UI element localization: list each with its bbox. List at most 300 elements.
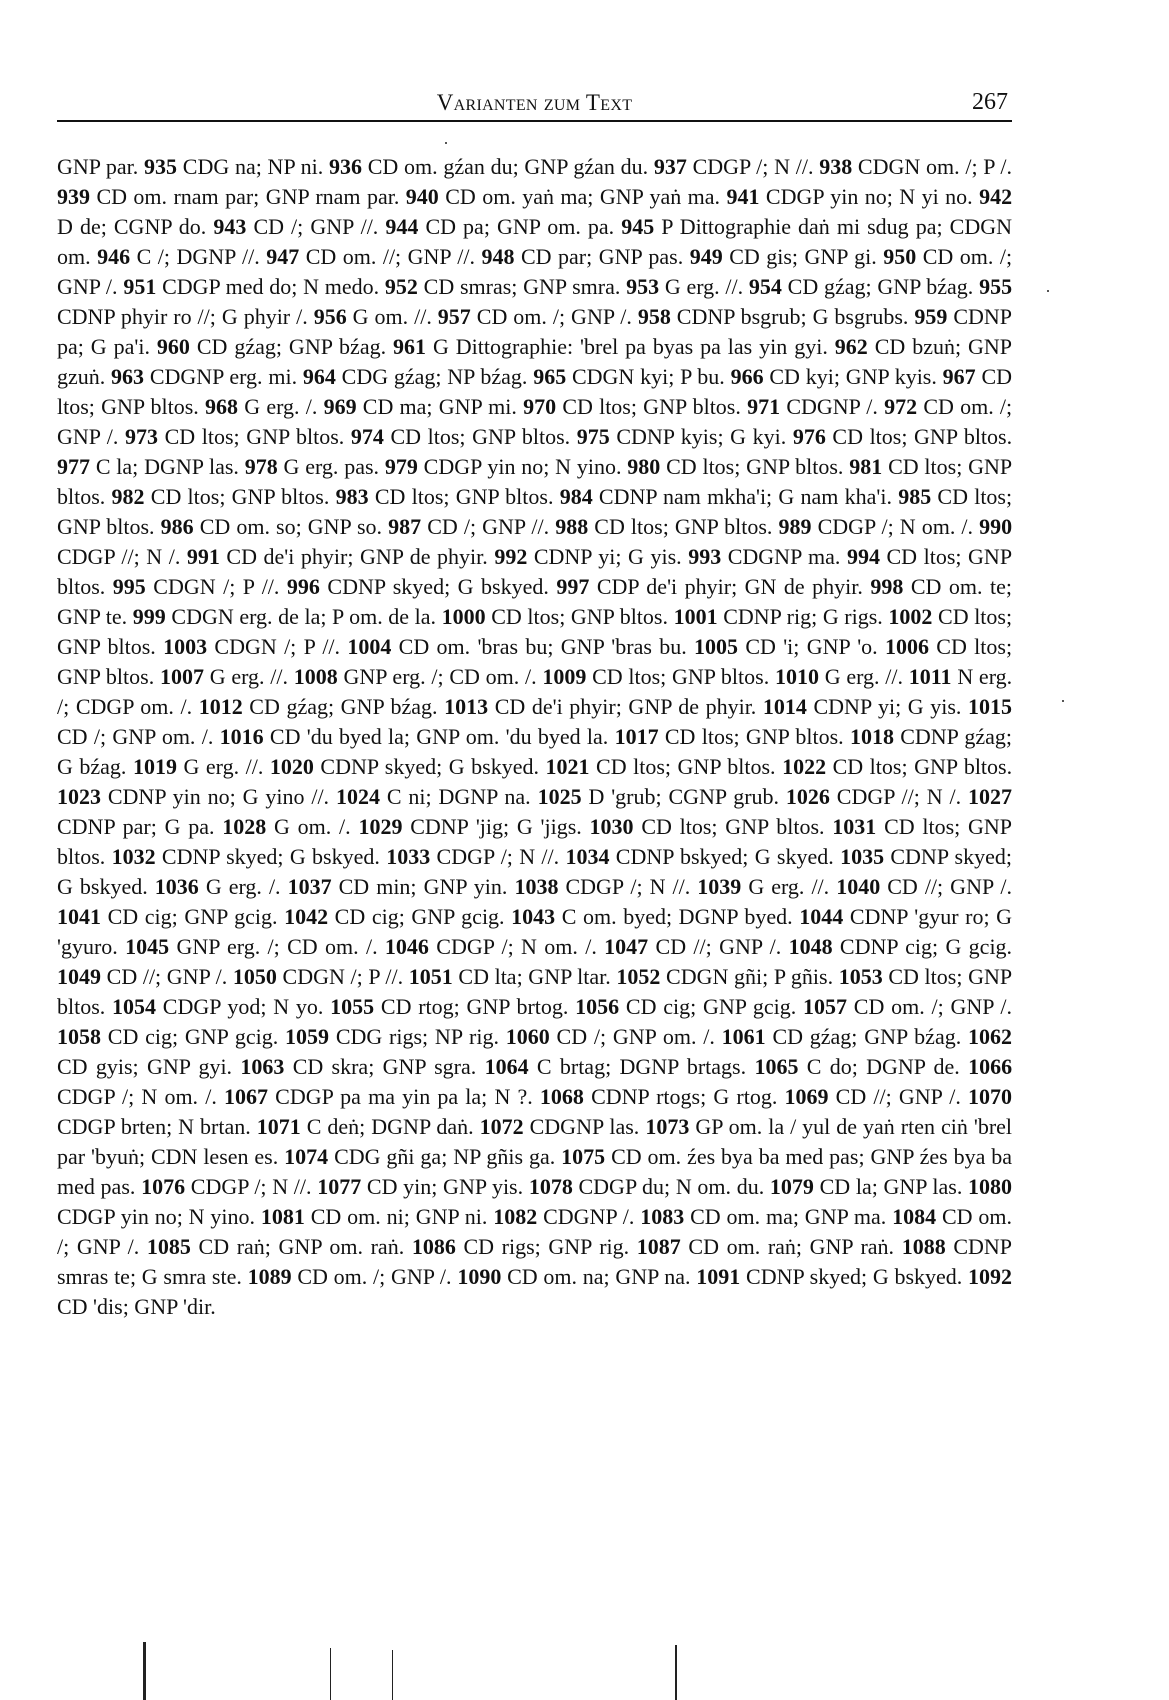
entry-reading: CD /; GNP om. /. [57, 724, 214, 749]
entry-number: 1043 [511, 904, 556, 929]
entry-number: 946 [97, 244, 131, 269]
entry-number: 996 [286, 574, 320, 599]
entry-number: 974 [350, 424, 384, 449]
entry-reading: CDGP yod; N yo. [162, 994, 324, 1019]
entry-number: 954 [748, 274, 782, 299]
entry-number: 956 [313, 304, 347, 329]
entry-reading: CD lta; GNP ltar. [458, 964, 611, 989]
entry-reading: CDGP /; N //. [565, 874, 691, 899]
entry-reading: C brtag; DGNP brtags. [536, 1054, 747, 1079]
entry-reading: CDGP yin no; N yino. [423, 454, 622, 479]
entry-number: 993 [688, 544, 722, 569]
entry-reading: CD ltos; GNP bltos. [57, 364, 1012, 419]
entry-number: 1034 [565, 844, 610, 869]
entry-reading: G erg. //. [183, 754, 264, 779]
entry-reading: G Dittographie: 'brel pa byas pa las yin gyi. [432, 334, 828, 359]
entry-number: 1067 [223, 1084, 268, 1109]
entry-reading: CDNP bsgrub; G bsgrubs. [676, 304, 909, 329]
running-title: Varianten zum Text [436, 90, 633, 115]
entry-reading: CD ltos; GNP bltos. [57, 604, 1013, 659]
entry-reading: CDG gźag; NP bźag. [341, 364, 528, 389]
entry-number: 967 [942, 364, 976, 389]
entry-number: 1003 [163, 634, 208, 659]
entry-reading: G erg. //. [209, 664, 288, 689]
entry-number: 1073 [645, 1114, 690, 1139]
entry-reading: CD //; GNP /. [835, 1084, 961, 1109]
entry-reading: CDGNP /. [786, 394, 878, 419]
entry-number: 1071 [256, 1114, 301, 1139]
entry-reading: CD smras; GNP smra. [423, 274, 621, 299]
entry-reading: CD om. yaṅ ma; GNP yaṅ ma. [445, 184, 721, 209]
entry-reading: CD ltos; GNP bltos. [57, 544, 1013, 599]
entry-reading: CDGN gñi; P gñis. [666, 964, 834, 989]
entry-number: 1040 [836, 874, 881, 899]
entry-number: 1055 [330, 994, 375, 1019]
entry-number: 1070 [968, 1084, 1012, 1109]
entry-reading: CDNP skyed; G bskyed. [327, 574, 549, 599]
entry-reading: CD om. /; GNP /. [853, 994, 1012, 1019]
entry-number: 966 [730, 364, 764, 389]
entry-reading: CD om. te; GNP te. [57, 574, 1013, 629]
entry-number: 1018 [849, 724, 894, 749]
entry-reading: CDNP bskyed; G skyed. [615, 844, 834, 869]
entry-reading: CD de'i phyir; GNP de phyir. [226, 544, 488, 569]
entry-number: 1001 [673, 604, 718, 629]
entry-reading: CDNP 'gyur ro; G 'gyuro. [57, 904, 1013, 959]
entry-reading: CD om. rnam par; GNP rnam par. [96, 184, 400, 209]
entry-reading: CD om. gźan du; GNP gźan du. [367, 154, 649, 179]
entry-reading: CDGN /; P //. [214, 634, 341, 659]
entry-number: 1057 [803, 994, 848, 1019]
entry-reading: CDNP nam mkha'i; G nam kha'i. [598, 484, 892, 509]
entry-number: 1000 [441, 604, 486, 629]
entry-reading: GP om. la / yul de yaṅ rten ciṅ 'brel par 'byuṅ; CDN lesen es. [57, 1114, 1013, 1169]
entry-reading: CDGN erg. de la; P om. de la. [171, 604, 437, 629]
entry-number: 984 [559, 484, 593, 509]
entry-number: 1078 [528, 1174, 573, 1199]
entry-reading: CD yin; GNP yis. [366, 1174, 524, 1199]
entry-number: 979 [384, 454, 418, 479]
entry-number: 1049 [57, 964, 101, 989]
entry-number: 1064 [484, 1054, 529, 1079]
entry-number: 1092 [968, 1264, 1013, 1289]
entry-reading: G erg. //. [664, 274, 744, 299]
entry-number: 1076 [141, 1174, 186, 1199]
entry-reading: G erg. //. [824, 664, 904, 689]
entry-reading: CD ltos; GNP bltos. [57, 484, 1013, 539]
entry-number: 987 [388, 514, 422, 539]
entry-reading: CD 'dis; GNP 'dir. [57, 1294, 216, 1319]
entry-reading: CDGP //; N /. [836, 784, 962, 809]
entry-reading: CDNP par; G pa. [57, 814, 215, 839]
entry-reading: CDGP //; N /. [57, 544, 181, 569]
entry-number: 940 [405, 184, 439, 209]
entry-reading: CD ltos; GNP bltos. [57, 634, 1013, 689]
entry-number: 1027 [968, 784, 1012, 809]
entry-number: 1028 [222, 814, 267, 839]
scan-edge-mark [392, 1650, 393, 1700]
entry-number: 937 [653, 154, 687, 179]
entry-reading: CD ltos; GNP bltos. [374, 484, 554, 509]
entry-reading: CDGNP las. [529, 1114, 640, 1139]
entry-number: 1037 [287, 874, 332, 899]
entry-reading: N erg. /; CDGP om. /. [57, 664, 1013, 719]
entry-reading: CD ltos; GNP bltos. [596, 754, 776, 779]
entry-number: 964 [302, 364, 336, 389]
entry-number: 1066 [968, 1054, 1013, 1079]
entry-number: 1005 [694, 634, 739, 659]
entry-number: 981 [849, 454, 883, 479]
entry-reading: CD gyis; GNP gyi. [57, 1054, 233, 1079]
entry-reading: G om. //. [352, 304, 432, 329]
entry-reading: CDNP yi; G yis. [813, 694, 962, 719]
entry-number: 986 [160, 514, 194, 539]
entry-number: 950 [883, 244, 917, 269]
entry-reading: CD om. na; GNP na. [507, 1264, 691, 1289]
entry-number: 1079 [769, 1174, 814, 1199]
entry-reading: CD om. //; GNP //. [305, 244, 476, 269]
entry-number: 1030 [589, 814, 634, 839]
entry-reading: CDNP skyed; G bskyed. [57, 844, 1012, 899]
entry-reading: CDGP med do; N medo. [162, 274, 380, 299]
entry-number: 1015 [968, 694, 1013, 719]
entry-number: 988 [555, 514, 589, 539]
variant-apparatus [57, 152, 1012, 1322]
entry-number: 935 [144, 154, 178, 179]
entry-number: 1036 [154, 874, 199, 899]
entry-reading: CD /; GNP //. [253, 214, 379, 239]
entry-reading: CD ltos; GNP bltos. [562, 394, 741, 419]
entry-reading: C ni; DGNP na. [386, 784, 531, 809]
entry-number: 1074 [284, 1144, 329, 1169]
entry-reading: D de; CGNP do. [57, 214, 207, 239]
entry-reading: CD gźag; GNP bźag. [249, 694, 438, 719]
scan-edge-mark [143, 1642, 146, 1700]
entry-reading: CD gźag; GNP bźag. [787, 274, 974, 299]
entry-number: 1029 [358, 814, 403, 839]
entry-reading: CDNP smras te; G smra ste. [57, 1234, 1012, 1289]
entry-reading: CD min; GNP yin. [338, 874, 508, 899]
scan-speck [1062, 700, 1064, 702]
entry-reading: C om. byed; DGNP byed. [561, 904, 793, 929]
entry-reading: CDGNP erg. mi. [149, 364, 298, 389]
entry-number: 1008 [293, 664, 338, 689]
entry-number: 1010 [774, 664, 819, 689]
entry-reading: CD ltos; GNP bltos. [832, 754, 1013, 779]
entry-number: 1019 [132, 754, 177, 779]
entry-number: 951 [123, 274, 157, 299]
entry-number: 938 [819, 154, 853, 179]
entry-number: 1016 [219, 724, 264, 749]
entry-reading: CD raṅ; GNP om. raṅ. [198, 1234, 405, 1259]
entry-reading: CD ltos; GNP bltos. [594, 514, 773, 539]
entry-reading: CDGNP /. [543, 1204, 635, 1229]
entry-reading: CD cig; GNP gcig. [625, 994, 797, 1019]
entry-reading: CD om. ni; GNP ni. [310, 1204, 488, 1229]
entry-number: 1077 [317, 1174, 362, 1199]
entry-number: 1083 [640, 1204, 685, 1229]
entry-reading: C /; DGNP //. [136, 244, 260, 269]
entry-number: 1047 [604, 934, 649, 959]
entry-number: 997 [556, 574, 590, 599]
entry-reading: CD rtog; GNP brtog. [380, 994, 569, 1019]
entry-reading: CDG na; NP ni. [182, 154, 324, 179]
entry-number: 989 [778, 514, 812, 539]
entry-reading: CDNP gźag; G bźag. [57, 724, 1013, 779]
entry-reading: CDGN kyi; P bu. [571, 364, 725, 389]
entry-reading: CDNP yi; G yis. [533, 544, 682, 569]
entry-number: 968 [205, 394, 239, 419]
entry-reading: CDNP kyis; G kyi. [616, 424, 787, 449]
entry-reading: CD ltos; GNP bltos. [664, 724, 844, 749]
entry-number: 982 [111, 484, 145, 509]
entry-number: 953 [626, 274, 660, 299]
entry-number: 945 [621, 214, 655, 239]
entry-reading: G erg. //. [748, 874, 830, 899]
entry-number: 994 [846, 544, 880, 569]
entry-number: 1033 [386, 844, 431, 869]
entry-number: 972 [884, 394, 918, 419]
entry-number: 1063 [240, 1054, 285, 1079]
entry-number: 992 [494, 544, 528, 569]
entry-number: 1031 [832, 814, 877, 839]
entry-number: 961 [393, 334, 427, 359]
entry-reading: CDGNP ma. [727, 544, 841, 569]
entry-number: 1069 [784, 1084, 829, 1109]
entry-reading: CD om. /; GNP /. [297, 1264, 452, 1289]
entry-reading: CDGN om. /; P /. [857, 154, 1013, 179]
entry-number: 959 [914, 304, 948, 329]
entry-number: 965 [533, 364, 567, 389]
entry-reading: CD om. /; GNP /. [57, 1204, 1012, 1259]
entry-number: 980 [627, 454, 661, 479]
entry-number: 1054 [112, 994, 157, 1019]
entry-number: 1060 [505, 1024, 550, 1049]
entry-number: 970 [523, 394, 557, 419]
entry-number: 1058 [57, 1024, 101, 1049]
entry-reading: CD om. /; GNP /. [57, 244, 1013, 299]
entry-number: 1046 [384, 934, 429, 959]
entry-reading: CD ltos; GNP bltos. [390, 424, 571, 449]
entry-number: 1068 [539, 1084, 584, 1109]
entry-number: 958 [637, 304, 671, 329]
entry-number: 1053 [838, 964, 883, 989]
entry-reading: CDNP pa; G pa'i. [57, 304, 1013, 359]
entry-number: 962 [834, 334, 868, 359]
entry-reading: CD par; GNP pas. [521, 244, 684, 269]
entry-number: 1081 [260, 1204, 305, 1229]
entry-number: 1086 [411, 1234, 456, 1259]
entry-number: 947 [266, 244, 300, 269]
entry-reading: CDGP /; N //. [692, 154, 814, 179]
entry-number: 991 [186, 544, 220, 569]
entry-number: 973 [124, 424, 158, 449]
entry-reading: CD 'du byed la; GNP om. 'du byed la. [269, 724, 609, 749]
entry-reading: CDGP /; N om. /. [817, 514, 974, 539]
entry-number: 1080 [968, 1174, 1013, 1199]
entry-reading: CD om. ma; GNP ma. [690, 1204, 887, 1229]
entry-reading: CDG gñi ga; NP gñis ga. [334, 1144, 556, 1169]
entry-reading: CD ltos; GNP bltos. [491, 604, 668, 629]
entry-reading: CD pa; GNP om. pa. [425, 214, 615, 239]
entry-number: 949 [689, 244, 723, 269]
scan-speck [1047, 290, 1049, 292]
scan-edge-mark [675, 1645, 677, 1700]
entry-reading: CDGP yin no; N yi no. [765, 184, 973, 209]
entry-reading: CD ltos; GNP bltos. [57, 964, 1013, 1019]
entry-reading: G erg. /. [205, 874, 281, 899]
entry-number: 1059 [285, 1024, 330, 1049]
entry-reading: CD ltos; GNP bltos. [666, 454, 844, 479]
entry-number: 1032 [111, 844, 156, 869]
entry-number: 1061 [721, 1024, 766, 1049]
entry-number: 1062 [968, 1024, 1012, 1049]
entry-reading: CDP de'i phyir; GN de phyir. [596, 574, 863, 599]
entry-reading: CD ltos; GNP bltos. [641, 814, 825, 839]
entry-number: 1088 [901, 1234, 946, 1259]
entry-reading: D 'grub; CGNP grub. [588, 784, 780, 809]
entry-number: 1038 [514, 874, 559, 899]
entry-reading: GNP erg. /; CD om. /. [176, 934, 378, 959]
entry-reading: G om. /. [274, 814, 351, 839]
entry-number: 1050 [232, 964, 277, 989]
entry-number: 998 [870, 574, 904, 599]
entry-number: 1045 [125, 934, 170, 959]
entry-number: 969 [323, 394, 357, 419]
entry-reading: CDNP 'jig; G 'jigs. [410, 814, 582, 839]
entry-number: 936 [328, 154, 362, 179]
entry-reading: C la; DGNP las. [95, 454, 239, 479]
entry-reading: G erg. pas. [283, 454, 380, 479]
entry-reading: CD ltos; GNP bltos. [592, 664, 770, 689]
entry-number: 960 [156, 334, 190, 359]
entry-number: 1048 [788, 934, 833, 959]
entry-number: 955 [979, 274, 1013, 299]
entry-number: 977 [57, 454, 90, 479]
entry-reading: CD ltos; GNP bltos. [164, 424, 345, 449]
entry-number: 942 [979, 184, 1013, 209]
entry-number: 1082 [493, 1204, 538, 1229]
entry-number: 1023 [57, 784, 101, 809]
entry-reading: CDNP phyir ro //; G phyir /. [57, 304, 308, 329]
page-number: 267 [972, 89, 1008, 115]
entry-number: 1025 [537, 784, 582, 809]
entry-number: 1004 [347, 634, 392, 659]
entry-number: 1007 [159, 664, 204, 689]
entry-number: 975 [576, 424, 610, 449]
entry-number: 999 [132, 604, 166, 629]
entry-number: 971 [747, 394, 781, 419]
entry-number: 1009 [542, 664, 587, 689]
entry-number: 941 [726, 184, 760, 209]
entry-number: 1014 [762, 694, 807, 719]
entry-reading: CD ltos; GNP bltos. [57, 814, 1013, 869]
entry-reading: CDGP /; N om. /. [436, 934, 597, 959]
entry-number: 952 [384, 274, 418, 299]
entry-number: 1041 [57, 904, 101, 929]
entry-number: 1090 [457, 1264, 502, 1289]
entry-reading: C deṅ; DGNP daṅ. [306, 1114, 474, 1139]
entry-number: 990 [979, 514, 1013, 539]
entry-reading: CD cig; GNP gcig. [334, 904, 505, 929]
entry-number: 1026 [785, 784, 830, 809]
entry-reading: CDNP yin no; G yino //. [107, 784, 330, 809]
entry-number: 943 [213, 214, 247, 239]
entry-reading: CD om. źes bya ba med pas; GNP źes bya ba med pas. [57, 1144, 1013, 1199]
entry-reading: CD ltos; GNP bltos. [150, 484, 330, 509]
entry-reading: CD cig; GNP gcig. [107, 1024, 279, 1049]
entry-reading: CD 'i; GNP 'o. [745, 634, 878, 659]
entry-reading: CD om. 'bras bu; GNP 'bras bu. [398, 634, 687, 659]
scan-edge-mark [330, 1648, 331, 1700]
entry-number: 944 [385, 214, 419, 239]
entry-number: 1011 [908, 664, 952, 689]
entry-number: 985 [898, 484, 932, 509]
entry-reading: CD //; GNP /. [887, 874, 1013, 899]
entry-number: 957 [437, 304, 471, 329]
entry-number: 1002 [888, 604, 933, 629]
entry-number: 1013 [444, 694, 489, 719]
entry-number: 1052 [616, 964, 661, 989]
entry-number: 1017 [614, 724, 659, 749]
entry-reading: CDGP yin no; N yino. [57, 1204, 256, 1229]
entry-number: 1039 [697, 874, 742, 899]
entry-number: 1087 [636, 1234, 681, 1259]
entry-reading: CD skra; GNP sgra. [292, 1054, 477, 1079]
entry-number: 995 [112, 574, 146, 599]
entry-reading: CDGP du; N om. du. [578, 1174, 765, 1199]
entry-reading: CDGP /; N //. [436, 844, 560, 869]
entry-reading: CD om. so; GNP so. [199, 514, 383, 539]
entry-number: 1044 [799, 904, 844, 929]
entry-number: 1035 [840, 844, 885, 869]
entry-reading: CD rigs; GNP rig. [463, 1234, 630, 1259]
entry-reading: CD ma; GNP mi. [362, 394, 517, 419]
entry-reading: CD om. /; GNP /. [57, 394, 1013, 449]
entry-reading: CDGN /; P //. [153, 574, 280, 599]
entry-reading: CD //; GNP /. [106, 964, 228, 989]
entry-reading: CD ltos; GNP bltos. [832, 424, 1013, 449]
entry-reading: G erg. /. [244, 394, 318, 419]
entry-number: 948 [481, 244, 515, 269]
entry-reading: CDNP skyed; G bskyed. [746, 1264, 963, 1289]
entry-number: 1085 [146, 1234, 191, 1259]
entry-reading: CD om. /; GNP /. [476, 304, 632, 329]
apparatus-opening: GNP par. [57, 154, 139, 179]
running-head [57, 88, 1012, 122]
entry-reading: CD de'i phyir; GNP de phyir. [494, 694, 757, 719]
entry-number: 1042 [284, 904, 329, 929]
entry-number: 983 [335, 484, 369, 509]
entry-reading: CD gźag; GNP bźag. [772, 1024, 962, 1049]
entry-reading: CD /; GNP //. [427, 514, 550, 539]
entry-reading: CDNP rtogs; G rtog. [591, 1084, 778, 1109]
entry-reading: CDGP pa ma yin pa la; N ?. [275, 1084, 533, 1109]
entry-reading: CDNP skyed; G bskyed. [161, 844, 380, 869]
entry-number: 978 [244, 454, 278, 479]
entry-reading: CD om. raṅ; GNP raṅ. [688, 1234, 895, 1259]
entry-reading: CD gźag; GNP bźag. [196, 334, 387, 359]
entry-number: 1022 [782, 754, 827, 779]
entry-reading: CD /; GNP om. /. [556, 1024, 715, 1049]
entry-reading: C do; DGNP de. [806, 1054, 960, 1079]
entry-number: 1024 [335, 784, 380, 809]
entry-reading: CD kyi; GNP kyis. [769, 364, 937, 389]
entry-number: 1072 [479, 1114, 524, 1139]
entry-number: 1075 [561, 1144, 606, 1169]
entry-number: 1089 [247, 1264, 292, 1289]
entry-number: 1006 [884, 634, 929, 659]
